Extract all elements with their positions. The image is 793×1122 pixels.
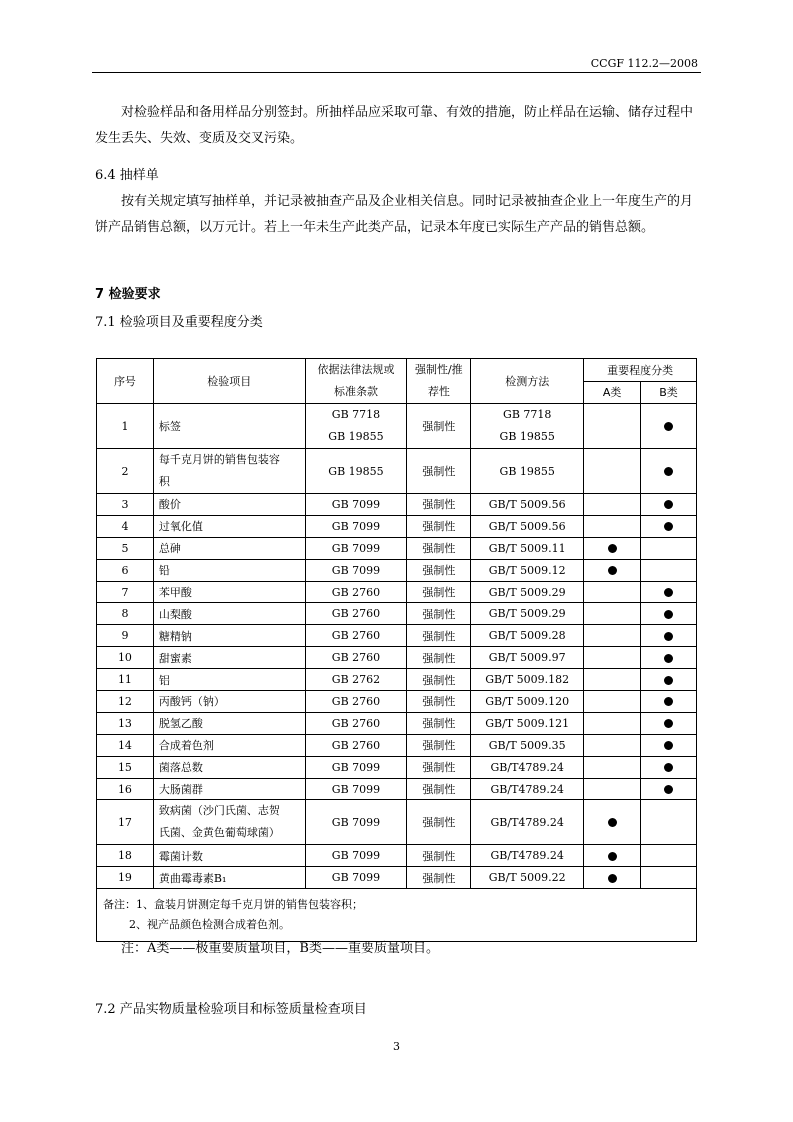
row-mandatory: 强制性	[407, 449, 471, 494]
row-class-b	[641, 800, 697, 845]
filled-circle-icon	[664, 467, 673, 476]
table-row	[97, 756, 697, 778]
row-class-b	[641, 537, 697, 559]
row-class-a	[584, 559, 641, 581]
filled-circle-icon	[608, 852, 617, 861]
filled-circle-icon	[664, 422, 673, 431]
row-class-a	[584, 845, 641, 867]
row-item: 酸价	[153, 494, 305, 516]
row-mandatory: 强制性	[407, 669, 471, 691]
row-basis: GB 2760	[305, 691, 407, 713]
row-basis: GB 2760	[305, 647, 407, 669]
row-item: 总砷	[153, 537, 305, 559]
row-item: 菌落总数	[153, 756, 305, 778]
row-class-a	[584, 712, 641, 734]
row-mandatory: 强制性	[407, 494, 471, 516]
table-row	[97, 669, 697, 691]
row-mandatory: 强制性	[407, 734, 471, 756]
row-basis: GB 7099	[305, 867, 407, 889]
row-method: GB/T 5009.121	[471, 712, 584, 734]
row-mandatory: 强制性	[407, 603, 471, 625]
row-method: GB/T 5009.56	[471, 494, 584, 516]
filled-circle-icon	[664, 785, 673, 794]
row-class-a	[584, 603, 641, 625]
row-number: 15	[97, 756, 154, 778]
filled-circle-icon	[664, 741, 673, 750]
row-mandatory: 强制性	[407, 647, 471, 669]
row-class-a	[584, 494, 641, 516]
row-basis: GB 7099	[305, 800, 407, 845]
row-item-line2: 氏菌、金黄色葡萄球菌）	[158, 826, 280, 840]
document-code: CCGF 112.2—2008	[590, 57, 698, 70]
header-importance: 重要程度分类	[584, 359, 697, 382]
row-class-b	[641, 581, 697, 603]
header-mandatory	[407, 359, 471, 404]
row-class-a	[584, 449, 641, 494]
row-mandatory: 强制性	[407, 778, 471, 800]
row-mandatory: 强制性	[407, 691, 471, 713]
row-class-a	[584, 867, 641, 889]
row-method: GB/T 5009.22	[471, 867, 584, 889]
row-number: 3	[97, 494, 154, 516]
header-basis	[305, 359, 407, 404]
row-item: 黄曲霉毒素B₁	[153, 867, 305, 889]
row-item-line2: 积	[158, 475, 170, 488]
inspection-items-table	[96, 358, 697, 942]
note-1: 备注：1、盒装月饼测定每千克月饼的销售包装容积；	[103, 898, 363, 912]
filled-circle-icon	[664, 676, 673, 685]
row-item	[153, 800, 305, 845]
row-class-a	[584, 581, 641, 603]
row-class-a	[584, 778, 641, 800]
row-method: GB/T 5009.120	[471, 691, 584, 713]
row-basis: GB 7099	[305, 845, 407, 867]
row-item: 大肠菌群	[153, 778, 305, 800]
row-basis: GB 2762	[305, 669, 407, 691]
row-item: 糖精钠	[153, 625, 305, 647]
filled-circle-icon	[608, 544, 617, 553]
header-basis-line2: 标准条款	[333, 385, 378, 398]
paragraph-sample-sealing: 对检验样品和备用样品分别签封。所抽样品应采取可靠、有效的措施，防止样品在运输、储存过程中发生丢失、失效、变质及交叉污染。	[95, 105, 694, 146]
row-number: 12	[97, 691, 154, 713]
row-class-b	[641, 867, 697, 889]
row-item: 丙酸钙（钠）	[153, 691, 305, 713]
row-number: 11	[97, 669, 154, 691]
note-2: 2、视产品颜色检测合成着色剂。	[129, 918, 290, 932]
table-row	[97, 647, 697, 669]
filled-circle-icon	[664, 697, 673, 706]
row-class-a	[584, 800, 641, 845]
table-row	[97, 537, 697, 559]
row-class-b	[641, 712, 697, 734]
row-method: GB 19855	[471, 449, 584, 494]
paragraph-sampling-form: 按有关规定填写抽样单，并记录被抽查产品及企业相关信息。同时记录被抽查企业上一年度生产的月饼产品销售总额，以万元计。若上一年未生产此类产品，记录本年度已实际生产产品的销售总额。	[95, 194, 694, 235]
header-mandatory-line1: 强制性/推	[414, 363, 463, 376]
filled-circle-icon	[664, 654, 673, 663]
row-number: 4	[97, 515, 154, 537]
row-class-b	[641, 515, 697, 537]
row-item: 苯甲酸	[153, 581, 305, 603]
row-number: 7	[97, 581, 154, 603]
row-method: GB/T4789.24	[471, 756, 584, 778]
table-row	[97, 734, 697, 756]
row-class-a	[584, 404, 641, 449]
row-method: GB/T 5009.97	[471, 647, 584, 669]
row-class-b	[641, 647, 697, 669]
row-basis: GB 7099	[305, 515, 407, 537]
row-class-a	[584, 669, 641, 691]
row-basis: GB 2760	[305, 625, 407, 647]
row-basis: GB 7099	[305, 559, 407, 581]
row-basis: GB 7099	[305, 778, 407, 800]
row-class-a	[584, 625, 641, 647]
table-row	[97, 404, 697, 449]
table-notes	[97, 889, 697, 942]
header-item: 检验项目	[153, 359, 305, 404]
table-row	[97, 449, 697, 494]
row-number: 5	[97, 537, 154, 559]
row-method	[471, 404, 584, 449]
filled-circle-icon	[608, 874, 617, 883]
row-mandatory: 强制性	[407, 581, 471, 603]
table-row	[97, 625, 697, 647]
row-mandatory: 强制性	[407, 867, 471, 889]
header-class-b: B类	[641, 381, 697, 404]
section-6-4-heading: 6.4 抽样单	[95, 168, 159, 183]
row-class-b	[641, 756, 697, 778]
table-row	[97, 800, 697, 845]
row-class-b	[641, 734, 697, 756]
row-method: GB/T 5009.29	[471, 603, 584, 625]
filled-circle-icon	[664, 632, 673, 641]
section-7-2-heading: 7.2 产品实物质量检验项目和标签质量检查项目	[95, 1002, 367, 1017]
row-method: GB/T 5009.182	[471, 669, 584, 691]
row-mandatory: 强制性	[407, 537, 471, 559]
row-class-b	[641, 625, 697, 647]
header-method: 检测方法	[471, 359, 584, 404]
filled-circle-icon	[664, 522, 673, 531]
header-no: 序号	[97, 359, 154, 404]
row-method: GB/T4789.24	[471, 778, 584, 800]
row-item-line1: 致病菌（沙门氏菌、志贺	[158, 804, 280, 818]
row-mandatory: 强制性	[407, 756, 471, 778]
row-number: 18	[97, 845, 154, 867]
row-method: GB/T 5009.56	[471, 515, 584, 537]
filled-circle-icon	[608, 818, 617, 827]
table-row	[97, 867, 697, 889]
row-item: 标签	[153, 404, 305, 449]
row-class-b	[641, 559, 697, 581]
row-mandatory: 强制性	[407, 625, 471, 647]
row-class-b	[641, 603, 697, 625]
page-number: 3	[393, 1040, 400, 1053]
filled-circle-icon	[664, 719, 673, 728]
row-basis: GB 7099	[305, 537, 407, 559]
row-method: GB/T 5009.28	[471, 625, 584, 647]
row-item: 铝	[153, 669, 305, 691]
row-class-b	[641, 669, 697, 691]
row-method: GB/T 5009.12	[471, 559, 584, 581]
row-item: 甜蜜素	[153, 647, 305, 669]
section-7-1-heading: 7.1 检验项目及重要程度分类	[95, 315, 263, 330]
classification-footnote: 注：A类——极重要质量项目，B类——重要质量项目。	[121, 941, 439, 956]
row-method-line1: GB 7718	[503, 408, 552, 421]
row-number: 14	[97, 734, 154, 756]
row-method: GB/T 5009.35	[471, 734, 584, 756]
row-class-a	[584, 515, 641, 537]
table-row	[97, 581, 697, 603]
row-basis: GB 2760	[305, 734, 407, 756]
row-mandatory: 强制性	[407, 515, 471, 537]
row-item-line1: 每千克月饼的销售包装容	[158, 453, 280, 466]
row-class-a	[584, 756, 641, 778]
row-method-line2: GB 19855	[499, 430, 555, 443]
row-number: 17	[97, 800, 154, 845]
row-class-b	[641, 691, 697, 713]
row-number: 1	[97, 404, 154, 449]
row-mandatory: 强制性	[407, 712, 471, 734]
row-method: GB/T 5009.29	[471, 581, 584, 603]
table-row	[97, 559, 697, 581]
table-row	[97, 494, 697, 516]
row-class-b	[641, 404, 697, 449]
row-basis-line1: GB 7718	[331, 408, 381, 421]
row-basis: GB 2760	[305, 603, 407, 625]
row-class-a	[584, 691, 641, 713]
row-item: 脱氢乙酸	[153, 712, 305, 734]
row-basis-line2: GB 19855	[328, 430, 384, 443]
row-method: GB/T4789.24	[471, 800, 584, 845]
table-row	[97, 778, 697, 800]
header-rule	[92, 72, 701, 73]
row-mandatory: 强制性	[407, 800, 471, 845]
row-class-a	[584, 647, 641, 669]
row-method: GB/T4789.24	[471, 845, 584, 867]
table-row	[97, 515, 697, 537]
filled-circle-icon	[664, 588, 673, 597]
row-number: 13	[97, 712, 154, 734]
row-item: 霉菌计数	[153, 845, 305, 867]
header-mandatory-line2: 荐性	[427, 385, 450, 398]
row-mandatory: 强制性	[407, 404, 471, 449]
row-mandatory: 强制性	[407, 559, 471, 581]
row-number: 19	[97, 867, 154, 889]
header-class-a: A类	[584, 381, 641, 404]
row-item: 合成着色剂	[153, 734, 305, 756]
row-class-b	[641, 778, 697, 800]
filled-circle-icon	[664, 610, 673, 619]
row-method: GB/T 5009.11	[471, 537, 584, 559]
row-basis: GB 2760	[305, 581, 407, 603]
row-class-a	[584, 734, 641, 756]
row-basis: GB 2760	[305, 712, 407, 734]
row-item	[153, 449, 305, 494]
row-item: 过氧化值	[153, 515, 305, 537]
row-class-a	[584, 537, 641, 559]
row-class-b	[641, 494, 697, 516]
row-number: 6	[97, 559, 154, 581]
filled-circle-icon	[664, 500, 673, 509]
row-class-b	[641, 845, 697, 867]
table-row	[97, 603, 697, 625]
row-number: 2	[97, 449, 154, 494]
section-7-heading: 7 检验要求	[95, 287, 161, 302]
row-class-b	[641, 449, 697, 494]
row-number: 16	[97, 778, 154, 800]
row-mandatory: 强制性	[407, 845, 471, 867]
row-item: 山梨酸	[153, 603, 305, 625]
header-basis-line1: 依据法律法规或	[317, 363, 395, 376]
row-basis: GB 7099	[305, 494, 407, 516]
table-row	[97, 691, 697, 713]
table-row	[97, 845, 697, 867]
row-basis: GB 7099	[305, 756, 407, 778]
table-row	[97, 712, 697, 734]
row-item: 铅	[153, 559, 305, 581]
row-basis	[305, 404, 407, 449]
filled-circle-icon	[664, 763, 673, 772]
row-basis: GB 19855	[305, 449, 407, 494]
row-number: 8	[97, 603, 154, 625]
row-number: 10	[97, 647, 154, 669]
filled-circle-icon	[608, 566, 617, 575]
row-number: 9	[97, 625, 154, 647]
